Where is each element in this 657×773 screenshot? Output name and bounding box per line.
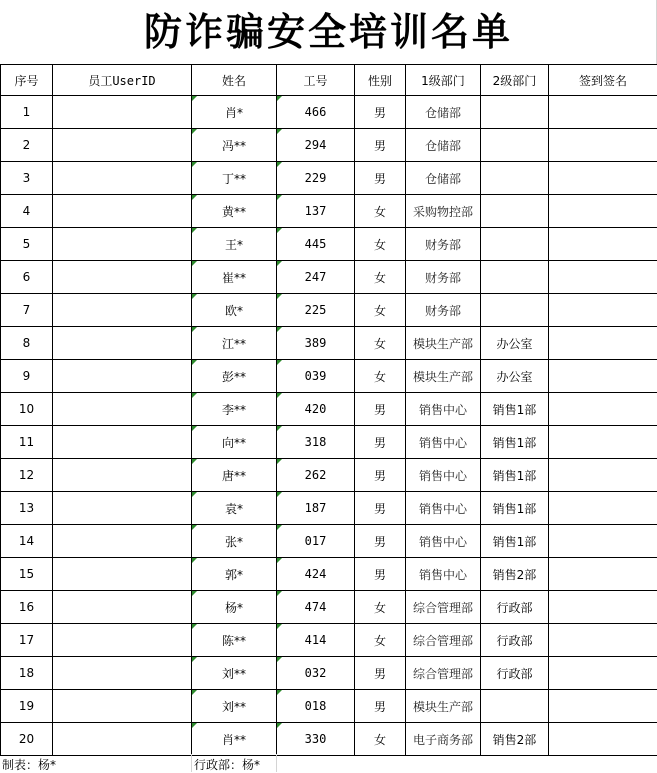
table-row <box>1 228 657 261</box>
row-user-id[interactable] <box>53 261 192 294</box>
row-sex[interactable]: 女 <box>355 360 406 393</box>
row-employee-number[interactable]: 187 <box>277 492 355 525</box>
row-sex[interactable]: 女 <box>355 591 406 624</box>
table-row <box>1 657 657 690</box>
row-dept-level-1[interactable]: 仓储部 <box>406 162 481 195</box>
row-dept-level-1[interactable]: 采购物控部 <box>406 195 481 228</box>
row-sex[interactable]: 女 <box>355 195 406 228</box>
row-dept-level-1[interactable]: 电子商务部 <box>406 723 481 756</box>
row-sex[interactable]: 男 <box>355 558 406 591</box>
row-dept-level-1[interactable]: 综合管理部 <box>406 657 481 690</box>
row-sign-in[interactable] <box>549 195 657 228</box>
row-seq[interactable]: 17 <box>1 624 53 657</box>
row-sign-in[interactable] <box>549 162 657 195</box>
row-employee-number[interactable]: 389 <box>277 327 355 360</box>
row-user-id[interactable] <box>53 426 192 459</box>
row-sign-in[interactable] <box>549 393 657 426</box>
row-employee-number[interactable]: 466 <box>277 96 355 129</box>
row-sex[interactable]: 女 <box>355 723 406 756</box>
row-dept-level-1[interactable]: 仓储部 <box>406 129 481 162</box>
row-employee-number[interactable]: 247 <box>277 261 355 294</box>
row-name[interactable]: 刘** <box>192 690 277 723</box>
row-seq[interactable]: 9 <box>1 360 53 393</box>
row-name[interactable]: 彭** <box>192 360 277 393</box>
table-row <box>1 129 657 162</box>
table-row <box>1 459 657 492</box>
row-dept-level-2[interactable]: 行政部 <box>481 624 549 657</box>
row-dept-level-2[interactable]: 销售2部 <box>481 723 549 756</box>
row-dept-level-1[interactable]: 仓储部 <box>406 96 481 129</box>
row-sign-in[interactable] <box>549 657 657 690</box>
row-dept-level-1[interactable]: 财务部 <box>406 294 481 327</box>
header-name[interactable]: 姓名 <box>192 65 277 96</box>
row-user-id[interactable] <box>53 558 192 591</box>
row-sign-in[interactable] <box>549 624 657 657</box>
row-dept-level-2[interactable]: 销售1部 <box>481 459 549 492</box>
row-employee-number[interactable]: 414 <box>277 624 355 657</box>
row-user-id[interactable] <box>53 162 192 195</box>
row-dept-level-1[interactable]: 综合管理部 <box>406 624 481 657</box>
row-sign-in[interactable] <box>549 228 657 261</box>
title-cell[interactable] <box>0 0 657 64</box>
row-sex[interactable]: 男 <box>355 459 406 492</box>
row-seq[interactable]: 15 <box>1 558 53 591</box>
table-row <box>1 360 657 393</box>
row-sign-in[interactable] <box>549 261 657 294</box>
row-name[interactable]: 黄** <box>192 195 277 228</box>
row-employee-number[interactable]: 017 <box>277 525 355 558</box>
row-dept-level-1[interactable]: 销售中心 <box>406 525 481 558</box>
row-dept-level-2[interactable]: 销售2部 <box>481 558 549 591</box>
row-dept-level-1[interactable]: 财务部 <box>406 261 481 294</box>
table-row <box>1 294 657 327</box>
header-seq[interactable]: 序号 <box>1 65 53 96</box>
row-dept-level-2[interactable] <box>481 228 549 261</box>
row-seq[interactable]: 14 <box>1 525 53 558</box>
row-name[interactable]: 杨* <box>192 591 277 624</box>
row-sign-in[interactable] <box>549 690 657 723</box>
row-name[interactable]: 丁** <box>192 162 277 195</box>
row-seq[interactable]: 5 <box>1 228 53 261</box>
row-sign-in[interactable] <box>549 327 657 360</box>
row-user-id[interactable] <box>53 591 192 624</box>
row-employee-number[interactable]: 039 <box>277 360 355 393</box>
row-dept-level-1[interactable]: 模块生产部 <box>406 690 481 723</box>
row-name[interactable]: 张* <box>192 525 277 558</box>
table-row <box>1 492 657 525</box>
row-dept-level-2[interactable]: 销售1部 <box>481 393 549 426</box>
row-dept-level-2[interactable]: 销售1部 <box>481 426 549 459</box>
row-user-id[interactable] <box>53 294 192 327</box>
row-name[interactable]: 欧* <box>192 294 277 327</box>
row-sex[interactable]: 男 <box>355 162 406 195</box>
row-name[interactable]: 刘** <box>192 657 277 690</box>
row-dept-level-2[interactable]: 办公室 <box>481 360 549 393</box>
row-name[interactable]: 唐** <box>192 459 277 492</box>
row-dept-level-1[interactable]: 综合管理部 <box>406 591 481 624</box>
row-user-id[interactable] <box>53 327 192 360</box>
row-dept-level-2[interactable] <box>481 129 549 162</box>
row-dept-level-1[interactable]: 模块生产部 <box>406 327 481 360</box>
table-row <box>1 558 657 591</box>
row-dept-level-1[interactable]: 销售中心 <box>406 558 481 591</box>
row-sex[interactable]: 女 <box>355 261 406 294</box>
row-user-id[interactable] <box>53 393 192 426</box>
row-seq[interactable]: 12 <box>1 459 53 492</box>
row-name[interactable]: 向** <box>192 426 277 459</box>
table-row <box>1 393 657 426</box>
row-seq[interactable]: 19 <box>1 690 53 723</box>
row-user-id[interactable] <box>53 657 192 690</box>
row-dept-level-2[interactable] <box>481 294 549 327</box>
row-seq[interactable]: 8 <box>1 327 53 360</box>
row-sex[interactable]: 男 <box>355 393 406 426</box>
row-dept-level-2[interactable] <box>481 195 549 228</box>
row-sex[interactable]: 女 <box>355 624 406 657</box>
row-name[interactable]: 王* <box>192 228 277 261</box>
header-row <box>1 65 657 96</box>
row-dept-level-2[interactable] <box>481 96 549 129</box>
row-employee-number[interactable]: 032 <box>277 657 355 690</box>
row-sex[interactable]: 男 <box>355 426 406 459</box>
row-user-id[interactable] <box>53 723 192 756</box>
table-row <box>1 624 657 657</box>
row-name[interactable]: 肖* <box>192 96 277 129</box>
row-dept-level-2[interactable]: 行政部 <box>481 591 549 624</box>
row-seq[interactable]: 10 <box>1 393 53 426</box>
row-employee-number[interactable]: 330 <box>277 723 355 756</box>
row-user-id[interactable] <box>53 129 192 162</box>
row-name[interactable]: 李** <box>192 393 277 426</box>
row-user-id[interactable] <box>53 624 192 657</box>
row-user-id[interactable] <box>53 195 192 228</box>
footer-row <box>0 754 657 772</box>
row-seq[interactable]: 20 <box>1 723 53 756</box>
row-sex[interactable]: 男 <box>355 129 406 162</box>
header-employee-number[interactable]: 工号 <box>277 65 355 96</box>
row-sex[interactable]: 男 <box>355 525 406 558</box>
header-dept-level-2[interactable]: 2级部门 <box>481 65 549 96</box>
table-row <box>1 525 657 558</box>
row-sex[interactable]: 男 <box>355 492 406 525</box>
row-dept-level-1[interactable]: 销售中心 <box>406 426 481 459</box>
table-row <box>1 261 657 294</box>
header-sign-in[interactable]: 签到签名 <box>549 65 657 96</box>
table-row <box>1 723 657 756</box>
header-sex[interactable]: 性别 <box>355 65 406 96</box>
row-employee-number[interactable]: 474 <box>277 591 355 624</box>
row-sign-in[interactable] <box>549 558 657 591</box>
row-sign-in[interactable] <box>549 723 657 756</box>
row-user-id[interactable] <box>53 690 192 723</box>
row-employee-number[interactable]: 445 <box>277 228 355 261</box>
row-dept-level-2[interactable]: 行政部 <box>481 657 549 690</box>
row-name[interactable]: 江** <box>192 327 277 360</box>
row-dept-level-2[interactable]: 销售1部 <box>481 492 549 525</box>
row-sign-in[interactable] <box>549 591 657 624</box>
table-row <box>1 96 657 129</box>
row-name[interactable]: 冯** <box>192 129 277 162</box>
row-employee-number[interactable]: 262 <box>277 459 355 492</box>
row-dept-level-2[interactable] <box>481 690 549 723</box>
row-seq[interactable]: 16 <box>1 591 53 624</box>
row-seq[interactable]: 2 <box>1 129 53 162</box>
row-sign-in[interactable] <box>549 459 657 492</box>
row-user-id[interactable] <box>53 228 192 261</box>
admin-dept-signoff: 行政部：杨* <box>194 756 260 773</box>
row-employee-number[interactable]: 018 <box>277 690 355 723</box>
row-seq[interactable]: 3 <box>1 162 53 195</box>
row-dept-level-2[interactable]: 办公室 <box>481 327 549 360</box>
row-sex[interactable]: 男 <box>355 96 406 129</box>
row-dept-level-2[interactable] <box>481 162 549 195</box>
table-row <box>1 690 657 723</box>
row-employee-number[interactable]: 225 <box>277 294 355 327</box>
row-user-id[interactable] <box>53 525 192 558</box>
row-seq[interactable]: 6 <box>1 261 53 294</box>
row-employee-number[interactable]: 424 <box>277 558 355 591</box>
table-row <box>1 591 657 624</box>
document-title: 防诈骗安全培训名单 <box>0 6 657 58</box>
row-sign-in[interactable] <box>549 294 657 327</box>
row-user-id[interactable] <box>53 360 192 393</box>
row-sex[interactable]: 男 <box>355 657 406 690</box>
row-seq[interactable]: 18 <box>1 657 53 690</box>
row-name[interactable]: 崔** <box>192 261 277 294</box>
row-sign-in[interactable] <box>549 360 657 393</box>
row-sex[interactable]: 女 <box>355 228 406 261</box>
row-dept-level-2[interactable] <box>481 261 549 294</box>
row-employee-number[interactable]: 294 <box>277 129 355 162</box>
row-dept-level-1[interactable]: 模块生产部 <box>406 360 481 393</box>
row-user-id[interactable] <box>53 492 192 525</box>
row-name[interactable]: 陈** <box>192 624 277 657</box>
row-seq[interactable]: 11 <box>1 426 53 459</box>
row-employee-number[interactable]: 318 <box>277 426 355 459</box>
table-row <box>1 162 657 195</box>
row-sex[interactable]: 女 <box>355 327 406 360</box>
row-employee-number[interactable]: 229 <box>277 162 355 195</box>
row-name[interactable]: 郭* <box>192 558 277 591</box>
roster-table <box>0 64 657 756</box>
row-dept-level-1[interactable]: 财务部 <box>406 228 481 261</box>
row-dept-level-1[interactable]: 销售中心 <box>406 393 481 426</box>
row-sex[interactable]: 女 <box>355 294 406 327</box>
row-employee-number[interactable]: 420 <box>277 393 355 426</box>
row-sign-in[interactable] <box>549 129 657 162</box>
row-dept-level-1[interactable]: 销售中心 <box>406 492 481 525</box>
row-seq[interactable]: 1 <box>1 96 53 129</box>
table-row <box>1 195 657 228</box>
row-name[interactable]: 肖** <box>192 723 277 756</box>
row-seq[interactable]: 4 <box>1 195 53 228</box>
prepared-by: 制表：杨* <box>2 756 56 773</box>
row-seq[interactable]: 13 <box>1 492 53 525</box>
table-row <box>1 327 657 360</box>
row-sign-in[interactable] <box>549 96 657 129</box>
row-employee-number[interactable]: 137 <box>277 195 355 228</box>
row-sex[interactable]: 男 <box>355 690 406 723</box>
header-user-id[interactable]: 员工UserID <box>53 65 192 96</box>
row-name[interactable]: 袁* <box>192 492 277 525</box>
header-dept-level-1[interactable]: 1级部门 <box>406 65 481 96</box>
row-sign-in[interactable] <box>549 492 657 525</box>
row-sign-in[interactable] <box>549 426 657 459</box>
row-dept-level-2[interactable]: 销售1部 <box>481 525 549 558</box>
row-sign-in[interactable] <box>549 525 657 558</box>
table-row <box>1 426 657 459</box>
row-user-id[interactable] <box>53 96 192 129</box>
row-user-id[interactable] <box>53 459 192 492</box>
row-seq[interactable]: 7 <box>1 294 53 327</box>
row-dept-level-1[interactable]: 销售中心 <box>406 459 481 492</box>
